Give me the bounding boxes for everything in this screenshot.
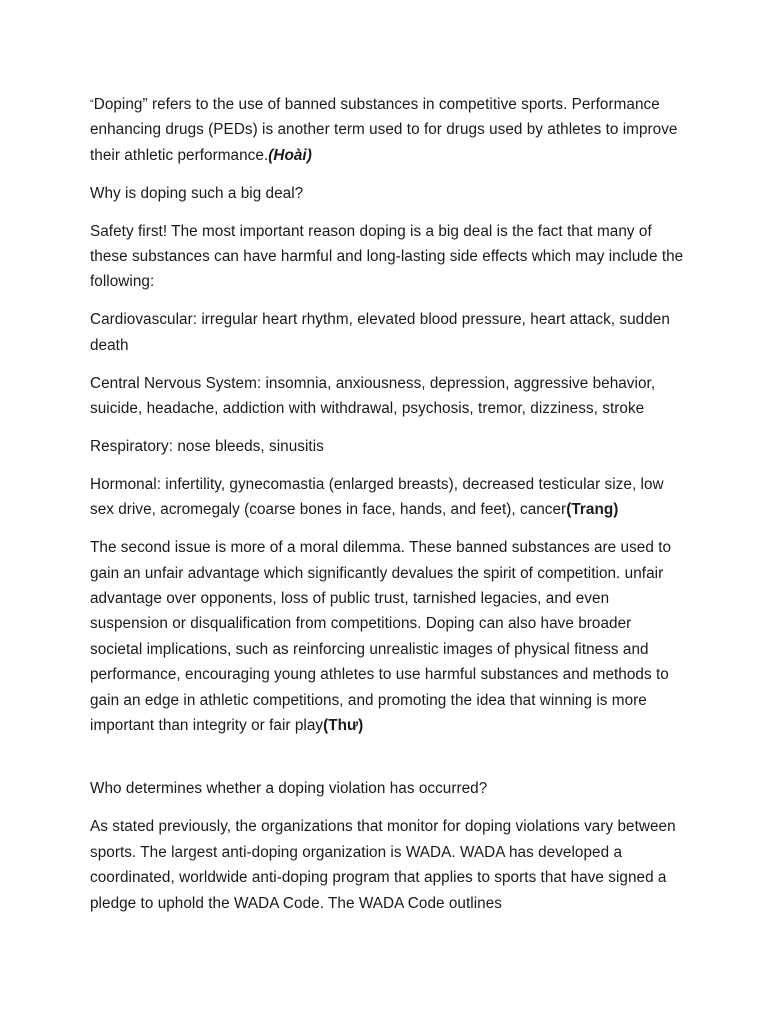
heading-question-who xyxy=(90,776,685,801)
author-tag-thu: (Thư) xyxy=(323,717,364,735)
paragraph-wada xyxy=(90,814,685,916)
paragraph-respiratory xyxy=(90,434,685,459)
paragraph-moral-dilemma xyxy=(90,535,685,738)
paragraph-text: The second issue is more of a moral dilemma. These banned substances are used to gain an unfair advantage which significantly devalues the spirit of competition. unfair advantage over opponents, loss of public trust, tarnished legacies, and even suspension or disqualification from competitions. Doping can also have broader societal implications, such as reinforcing unrealistic images of physical fitness and performance, encouraging young athletes to use harmful substances and methods to gain an edge in athletic competitions, and promoting the idea that winning is more important than integrity or fair play xyxy=(90,539,672,735)
paragraph-intro xyxy=(90,92,685,168)
paragraph-safety xyxy=(90,219,685,295)
author-tag-hoai: (Hoài) xyxy=(268,146,312,164)
paragraph-text: Respiratory: nose bleeds, sinusitis xyxy=(90,437,324,455)
author-tag-trang: (Trang) xyxy=(566,501,619,519)
open-quote-mark: “ xyxy=(90,98,94,110)
paragraph-text: Cardiovascular: irregular heart rhythm, elevated blood pressure, heart attack, sudden death xyxy=(90,311,670,354)
document-page xyxy=(90,92,685,928)
paragraph-text: As stated previously, the organizations that monitor for doping violations vary between sports. The largest anti-doping organization is WADA. WADA has developed a coordinated, worldwide anti-doping program that applies to sports that have signed a pledge to uphold the WADA Code. The WADA Code outlines xyxy=(90,818,676,912)
question-text: Why is doping such a big deal? xyxy=(90,184,304,202)
paragraph-text: Hormonal: infertility, gynecomastia (enlarged breasts), decreased testicular size, low sex drive, acromegaly (coarse bones in face, hands, and feet), cancer xyxy=(90,475,664,519)
heading-question-why xyxy=(90,181,685,206)
paragraph-text: Central Nervous System: insomnia, anxiousness, depression, aggressive behavior, suicide, headache, addiction with withdrawal, psychosis, tremor, dizziness, stroke xyxy=(90,374,656,418)
question-text: Who determines whether a doping violation has occurred? xyxy=(90,780,488,798)
paragraph-text: Doping” refers to the use of banned substances in competitive sports. Performance enhancing drugs (PEDs) is another term used to for drugs used by athletes to improve their athletic performance. xyxy=(90,96,678,164)
paragraph-central-nervous-system xyxy=(90,371,685,422)
paragraph-hormonal xyxy=(90,472,685,523)
paragraph-text: Safety first! The most important reason doping is a big deal is the fact that many of these substances can have harmful and long-lasting side effects which may include the following: xyxy=(90,222,684,291)
paragraph-cardiovascular xyxy=(90,307,685,358)
